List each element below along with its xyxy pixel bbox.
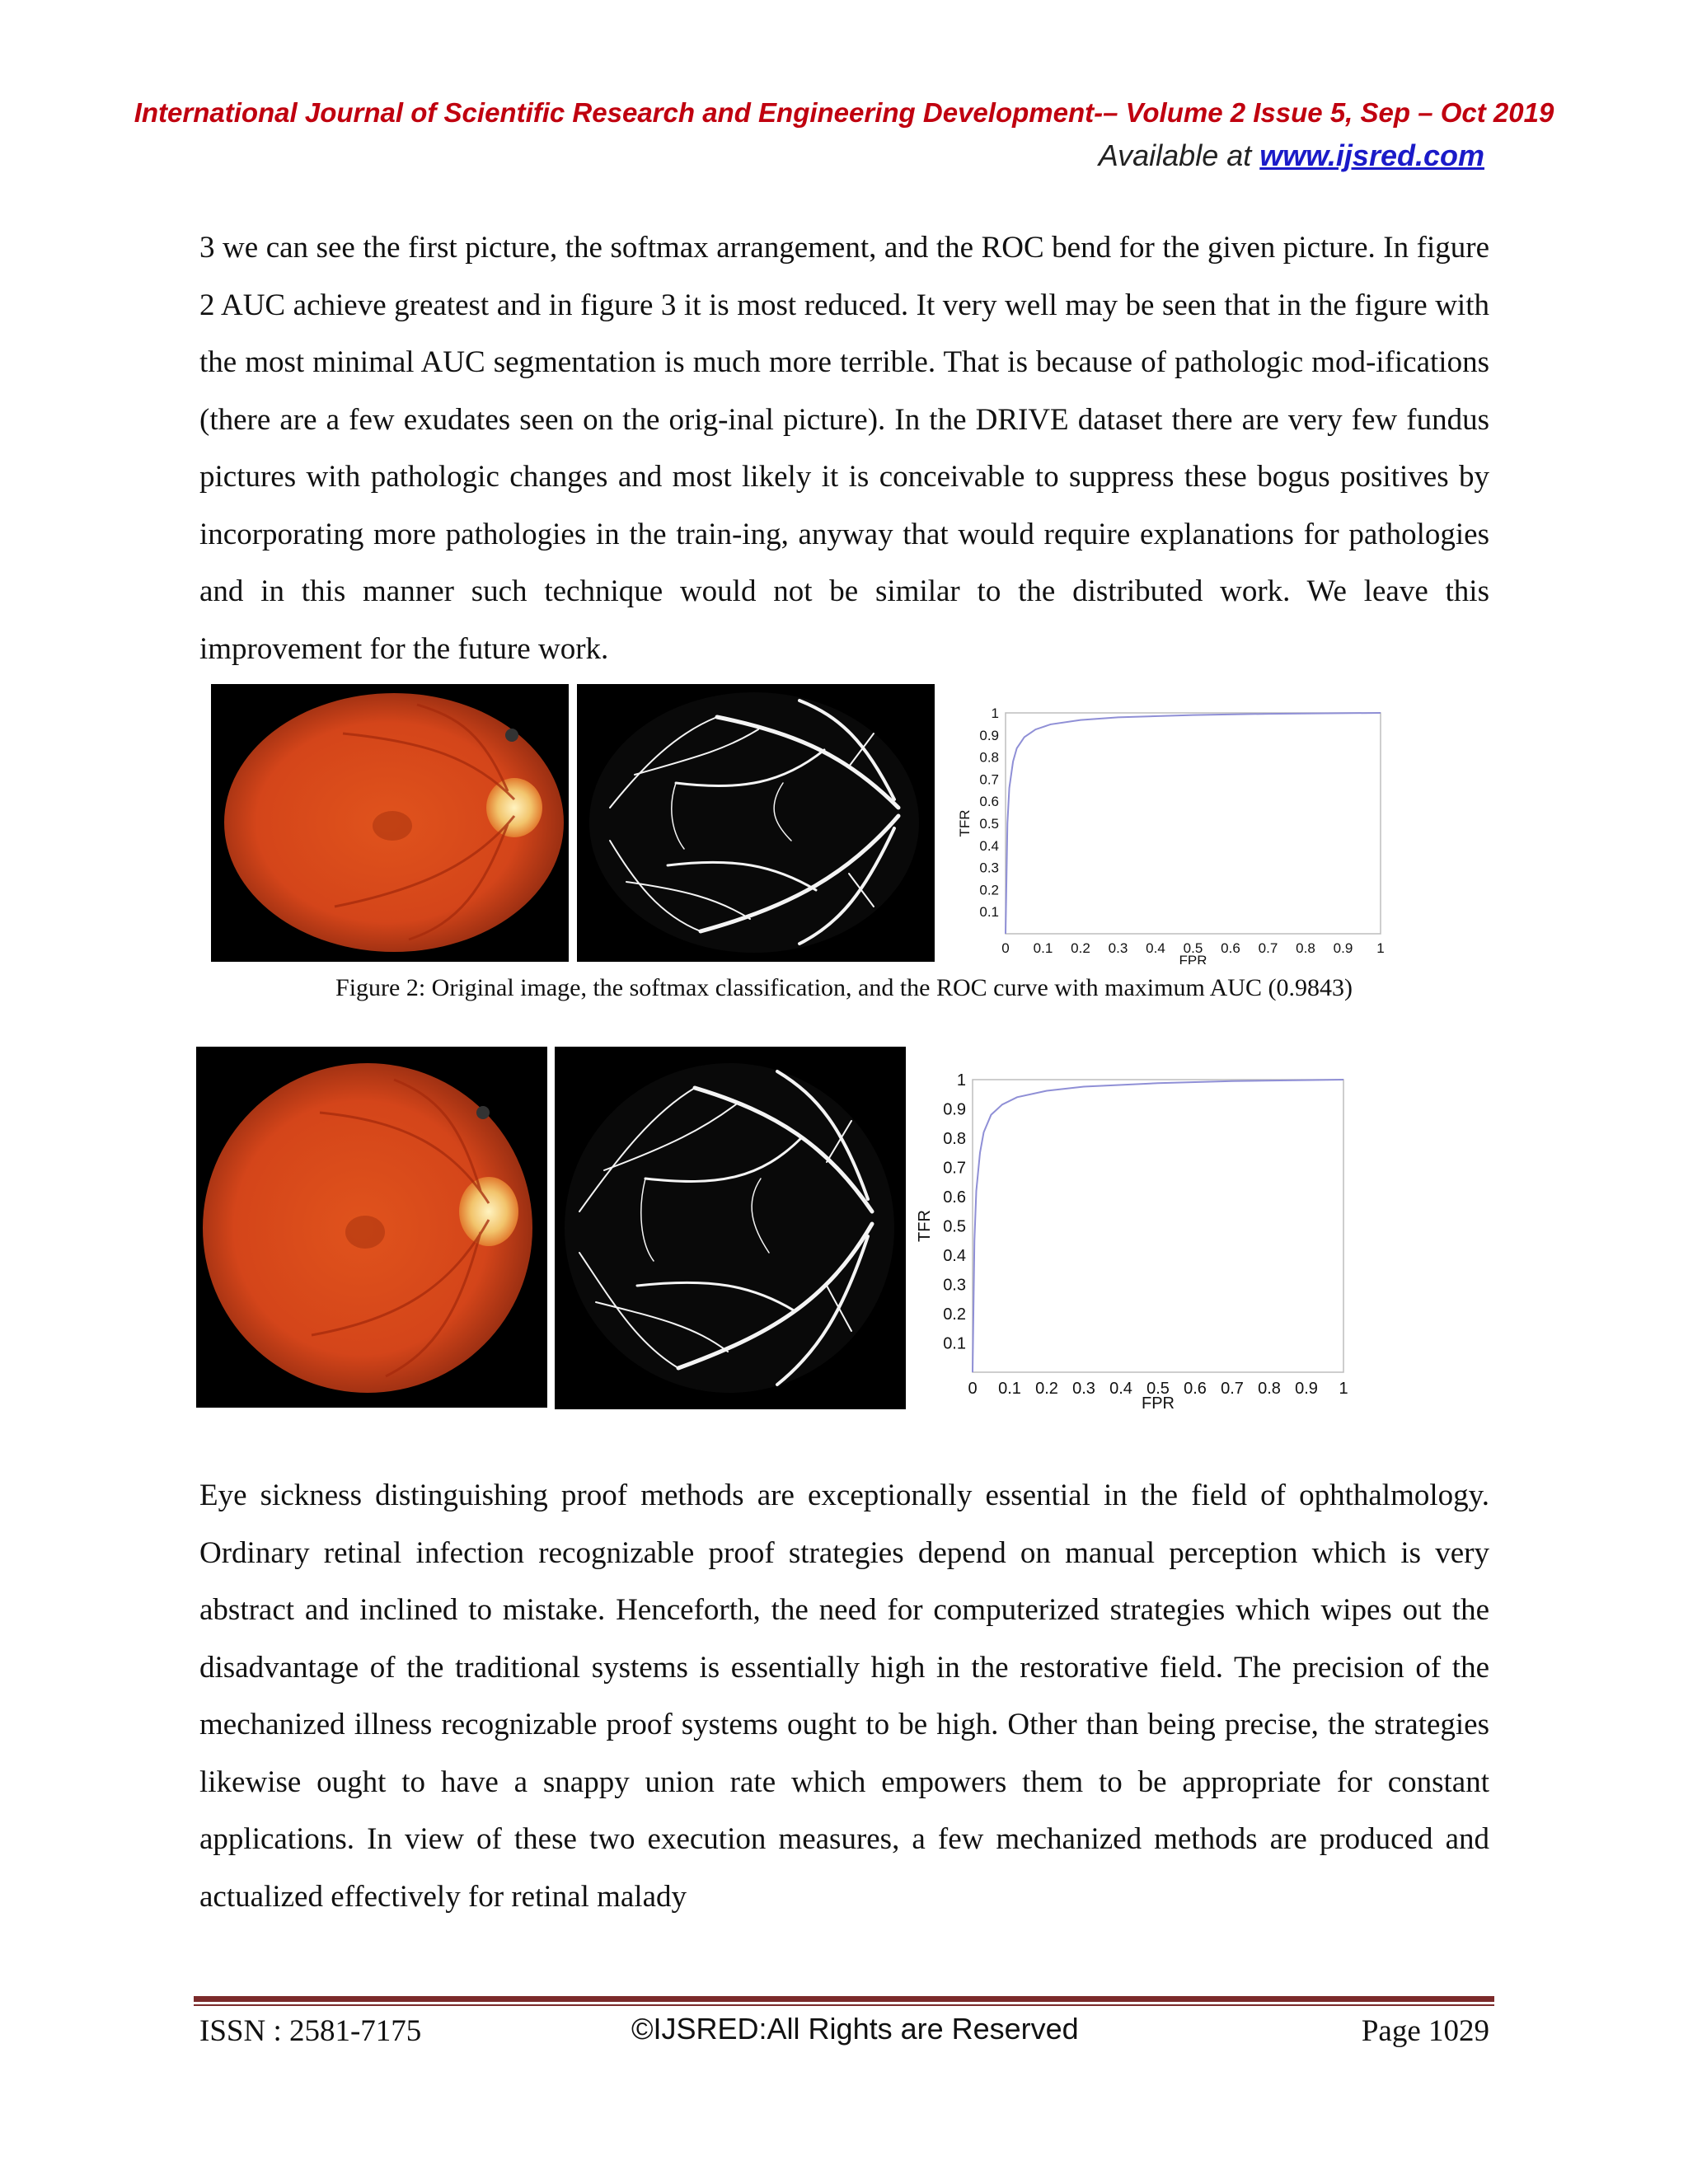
y-tick-label: 1 <box>956 1071 966 1090</box>
y-tick-label: 0.6 <box>943 1188 966 1207</box>
y-tick-label: 0.6 <box>979 794 999 810</box>
figure-2-caption: Figure 2: Original image, the softmax classification, and the ROC curve with maximum AUC (0.9843) <box>335 974 1353 1001</box>
y-tick-label: 0.3 <box>979 860 999 876</box>
plot-frame <box>973 1080 1343 1372</box>
x-tick-label: 0.7 <box>1221 1380 1244 1398</box>
x-tick-label: 0.6 <box>1221 940 1240 956</box>
x-tick-label: 1 <box>1339 1380 1348 1398</box>
y-axis-label: TFR <box>916 1210 934 1242</box>
y-tick-label: 0.7 <box>943 1159 966 1178</box>
available-prefix: Available at <box>1098 138 1260 172</box>
vessel-segmentation-fig3 <box>555 1047 906 1409</box>
footer-rule-thick <box>194 1996 1494 2002</box>
x-tick-label: 0.9 <box>1295 1380 1318 1398</box>
roc-curve-line <box>973 1080 1343 1372</box>
x-tick-label: 0.7 <box>1258 940 1278 956</box>
journal-website-link[interactable]: www.ijsred.com <box>1259 138 1484 172</box>
y-tick-label: 0.8 <box>943 1130 966 1148</box>
y-tick-label: 0.7 <box>979 771 999 788</box>
y-tick-label: 0.1 <box>943 1334 966 1353</box>
y-tick-label: 0.1 <box>979 904 999 921</box>
x-tick-label: 0.4 <box>1146 940 1165 956</box>
x-tick-label: 0.3 <box>1108 940 1128 956</box>
body-paragraph-1: 3 we can see the first picture, the softmax arrangement, and the ROC bend for the given picture. In figure 2 AUC achieve greatest and in figure 3 it is most reduced. It very well may be seen that in the figure with the most minimal AUC segmentation is much more terrible. That is because of pathologic mod-ifications (there are a few exudates seen on the orig-inal picture). In the DRIVE dataset there are very few fundus pictures with pathologic changes and most likely it is conceivable to suppress these bogus positives by incorporating more pathologies in the train-ing, anyway that would require explanations for pathologies and in this manner such technique would not be similar to the distributed work. We leave this improvement for the future work. <box>199 231 1489 666</box>
roc-chart-fig3 <box>915 1067 1360 1413</box>
y-tick-label: 0.9 <box>943 1100 966 1119</box>
roc-chart-fig2 <box>948 688 1393 964</box>
x-tick-label: 0.4 <box>1109 1380 1132 1398</box>
y-tick-label: 0.2 <box>979 882 999 898</box>
x-tick-label: 0.2 <box>1071 940 1090 956</box>
x-tick-label: 1 <box>1376 940 1385 956</box>
x-tick-label: 0.8 <box>1296 940 1315 956</box>
footer-rule-thin <box>194 2004 1494 2006</box>
y-tick-label: 0.5 <box>943 1217 966 1236</box>
x-axis-label: FPR <box>1179 953 1207 964</box>
vessel-segmentation-fig2 <box>577 684 935 962</box>
x-tick-label: 0.1 <box>998 1380 1021 1398</box>
x-tick-label: 0.8 <box>1258 1380 1281 1398</box>
x-axis-label: FPR <box>1142 1394 1175 1413</box>
x-tick-label: 0 <box>968 1380 978 1398</box>
footer-page-number: Page 1029 <box>1361 2014 1489 2048</box>
roc-curve-line <box>1006 713 1381 934</box>
plot-frame <box>1006 713 1381 934</box>
x-tick-label: 0.5 <box>1183 940 1203 956</box>
journal-header: International Journal of Scientific Research and Engineering Development-– Volume 2 Issue 5, Sep – Oct 2019 <box>134 97 1554 128</box>
fundus-image-fig3 <box>196 1047 547 1408</box>
y-tick-label: 0.4 <box>979 837 999 854</box>
x-tick-label: 0 <box>1001 940 1010 956</box>
y-tick-label: 0.3 <box>943 1276 966 1295</box>
footer-rights: ©IJSRED:All Rights are Reserved <box>631 2012 1079 2046</box>
availability-line <box>1099 138 1484 173</box>
y-tick-label: 0.8 <box>979 749 999 766</box>
fundus-image-fig2 <box>211 684 569 962</box>
y-tick-label: 1 <box>991 705 999 721</box>
footer-issn: ISSN : 2581-7175 <box>199 2014 422 2048</box>
y-axis-label: TFR <box>956 809 973 837</box>
y-tick-label: 0.5 <box>979 815 999 832</box>
x-tick-label: 0.1 <box>1033 940 1053 956</box>
x-tick-label: 0.9 <box>1333 940 1353 956</box>
x-tick-label: 0.3 <box>1072 1380 1095 1398</box>
y-tick-label: 0.4 <box>943 1247 966 1265</box>
x-tick-label: 0.6 <box>1184 1380 1207 1398</box>
body-paragraph-2: Eye sickness distinguishing proof methods are exceptionally essential in the field of ophthalmology. Ordinary retinal infection recognizable proof strategies depend on manual perception which is very abstract and inclined to mistake. Henceforth, the need for computerized strategies which wipes out the disadvantage of the traditional systems is essentially high in the restorative field. The precision of the mechanized illness recognizable proof systems ought to be high. Other than being precise, the strategies likewise ought to have a snappy union rate which empowers them to be appropriate for constant applications. In view of these two execution measures, a few mechanized methods are produced and actualized effectively for retinal malady <box>199 1479 1489 1914</box>
y-tick-label: 0.2 <box>943 1305 966 1324</box>
x-tick-label: 0.2 <box>1035 1380 1058 1398</box>
x-tick-label: 0.5 <box>1146 1380 1170 1398</box>
y-tick-label: 0.9 <box>979 727 999 743</box>
